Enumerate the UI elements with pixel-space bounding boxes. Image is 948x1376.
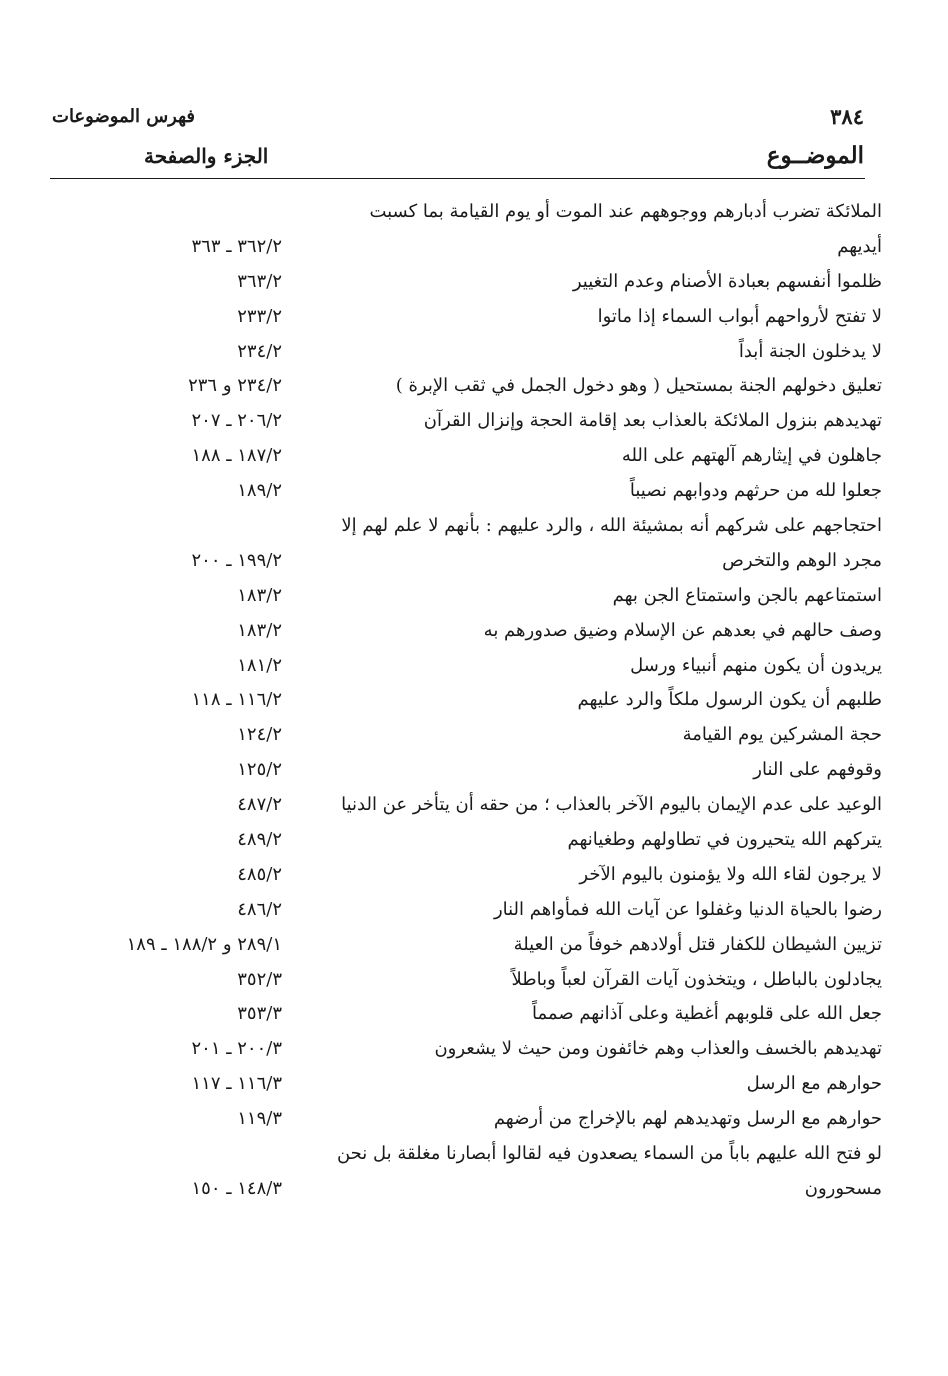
entry-reference: ١١٩/٣ xyxy=(237,1108,282,1130)
entry-topic: وقوفهم على النار xyxy=(753,759,882,781)
index-entry xyxy=(52,1071,882,1106)
entry-topic: يجادلون بالباطل ، ويتخذون آيات القرآن لعباً وباطلاً xyxy=(511,968,882,990)
index-entry xyxy=(52,897,882,932)
entry-reference: ٢٣٣/٢ xyxy=(237,305,282,327)
entry-topic: رضوا بالحياة الدنيا وغفلوا عن آيات الله فمأواهم النار xyxy=(493,898,882,920)
entry-topic: تزيين الشيطان للكفار قتل أولادهم خوفاً من العيلة xyxy=(513,933,882,955)
index-entry xyxy=(52,1141,882,1176)
entry-reference: ٣٦٣/٢ xyxy=(237,270,282,292)
index-entry xyxy=(52,339,882,374)
entry-reference: ١٨٧/٢ ـ ١٨٨ xyxy=(191,445,282,467)
index-entry xyxy=(52,757,882,792)
index-entry xyxy=(52,653,882,688)
entry-reference: ٤٨٥/٢ xyxy=(237,863,282,885)
entry-reference: ٢٨٩/١ و ١٨٨/٢ ـ ١٨٩ xyxy=(126,933,282,955)
entry-reference: ٣٦٢/٢ ـ ٣٦٣ xyxy=(191,235,282,257)
index-entry xyxy=(52,722,882,757)
entry-reference: ١٨٩/٢ xyxy=(237,480,282,502)
entry-reference: ١١٦/٢ ـ ١١٨ xyxy=(191,689,282,711)
entry-reference: ١٨٣/٢ xyxy=(237,619,282,641)
entry-reference: ٤٨٧/٢ xyxy=(237,794,282,816)
entry-reference: ١٢٥/٢ xyxy=(237,759,282,781)
entry-reference: ٤٨٩/٢ xyxy=(237,829,282,851)
entry-topic: مسحورون xyxy=(804,1177,882,1199)
entry-topic: حجة المشركين يوم القيامة xyxy=(682,724,882,746)
entry-topic: لا تفتح لأرواحهم أبواب السماء إذا ماتوا xyxy=(597,305,882,327)
index-entry xyxy=(52,862,882,897)
entry-topic: تهديدهم بالخسف والعذاب وهم خائفون ومن حيث لا يشعرون xyxy=(434,1038,882,1060)
index-entry xyxy=(52,792,882,827)
entry-topic: لا يرجون لقاء الله ولا يؤمنون باليوم الآخر xyxy=(579,863,882,885)
entry-topic: الملائكة تضرب أدبارهم ووجوههم عند الموت أو يوم القيامة بما كسبت xyxy=(369,201,882,222)
entry-topic: استمتاعهم بالجن واستمتاع الجن بهم xyxy=(612,584,882,606)
index-entry xyxy=(52,1036,882,1071)
index-entry xyxy=(52,583,882,618)
entry-topic: حوارهم مع الرسل وتهديدهم لهم بالإخراج من أرضهم xyxy=(493,1108,882,1130)
column-header xyxy=(52,142,864,178)
entry-reference: ٢٣٤/٢ xyxy=(237,340,282,362)
index-entry xyxy=(52,478,882,513)
entry-reference: ٢٣٤/٢ و ٢٣٦ xyxy=(188,375,282,397)
entry-topic: جاهلون في إيثارهم آلهتهم على الله xyxy=(621,445,882,467)
entry-topic: لو فتح الله عليهم باباً من السماء يصعدون فيه لقالوا أبصارنا مغلقة بل نحن xyxy=(336,1143,882,1165)
section-title: فهرس الموضوعات xyxy=(52,106,196,127)
entry-reference: ١٩٩/٢ ـ ٢٠٠ xyxy=(191,549,282,571)
entry-reference: ١٤٨/٣ ـ ١٥٠ xyxy=(191,1177,282,1199)
entry-topic: جعلوا لله من حرثهم ودوابهم نصيباً xyxy=(629,480,882,502)
index-entry xyxy=(52,199,882,234)
index-entry xyxy=(52,1176,882,1211)
topic-column-heading: الموضــوع xyxy=(766,142,864,169)
entry-topic: وصف حالهم في بعدهم عن الإسلام وضيق صدورهم به xyxy=(483,619,882,641)
index-entry xyxy=(52,932,882,967)
entry-topic: تهديدهم بنزول الملائكة بالعذاب بعد إقامة الحجة وإنزال القرآن xyxy=(423,410,882,432)
entry-topic: يتركهم الله يتحيرون في تطاولهم وطغيانهم xyxy=(567,829,882,851)
index-entries xyxy=(52,199,882,1211)
index-entry xyxy=(52,373,882,408)
index-entry xyxy=(52,967,882,1002)
entry-reference: ٢٠٦/٢ ـ ٢٠٧ xyxy=(191,410,282,432)
page-number: ٣٨٤ xyxy=(830,104,864,129)
entry-reference: ١٢٤/٢ xyxy=(237,724,282,746)
running-header xyxy=(52,104,864,134)
entry-reference: ١١٦/٣ ـ ١١٧ xyxy=(191,1073,282,1095)
index-entry xyxy=(52,269,882,304)
entry-topic: لا يدخلون الجنة أبداً xyxy=(738,340,882,362)
entry-topic: يريدون أن يكون منهم أنبياء ورسل xyxy=(630,654,882,676)
entry-topic: احتجاجهم على شركهم أنه بمشيئة الله ، والرد عليهم : بأنهم لا علم لهم إلا xyxy=(341,515,882,537)
reference-column-heading: الجزء والصفحة xyxy=(144,144,269,168)
entry-topic: الوعيد على عدم الإيمان باليوم الآخر بالعذاب ؛ من حقه أن يتأخر عن الدنيا xyxy=(341,794,882,816)
index-entry xyxy=(52,618,882,653)
index-entry xyxy=(52,513,882,548)
index-entry xyxy=(52,687,882,722)
entry-reference: ٣٥٣/٣ xyxy=(237,1003,282,1025)
index-entry xyxy=(52,304,882,339)
entry-reference: ٤٨٦/٢ xyxy=(237,898,282,920)
index-entry xyxy=(52,408,882,443)
header-divider xyxy=(50,178,865,179)
entry-topic: جعل الله على قلوبهم أغطية وعلى آذانهم صمماً xyxy=(532,1003,882,1025)
entry-topic: ظلموا أنفسهم بعبادة الأصنام وعدم التغيير xyxy=(572,270,882,292)
index-entry xyxy=(52,548,882,583)
entry-topic: مجرد الوهم والتخرص xyxy=(722,549,882,571)
index-entry xyxy=(52,1106,882,1141)
entry-reference: ١٨٣/٢ xyxy=(237,584,282,606)
entry-reference: ١٨١/٢ xyxy=(237,654,282,676)
index-entry xyxy=(52,443,882,478)
entry-reference: ٣٥٢/٣ xyxy=(237,968,282,990)
entry-topic: حوارهم مع الرسل xyxy=(746,1073,882,1095)
index-entry xyxy=(52,1001,882,1036)
index-entry xyxy=(52,234,882,269)
index-entry xyxy=(52,827,882,862)
entry-topic: تعليق دخولهم الجنة بمستحيل ( وهو دخول الجمل في ثقب الإبرة ) xyxy=(395,375,882,397)
entry-topic: أيديهم xyxy=(837,235,882,257)
entry-reference: ٢٠٠/٣ ـ ٢٠١ xyxy=(191,1038,282,1060)
entry-topic: طلبهم أن يكون الرسول ملكاً والرد عليهم xyxy=(577,689,882,711)
